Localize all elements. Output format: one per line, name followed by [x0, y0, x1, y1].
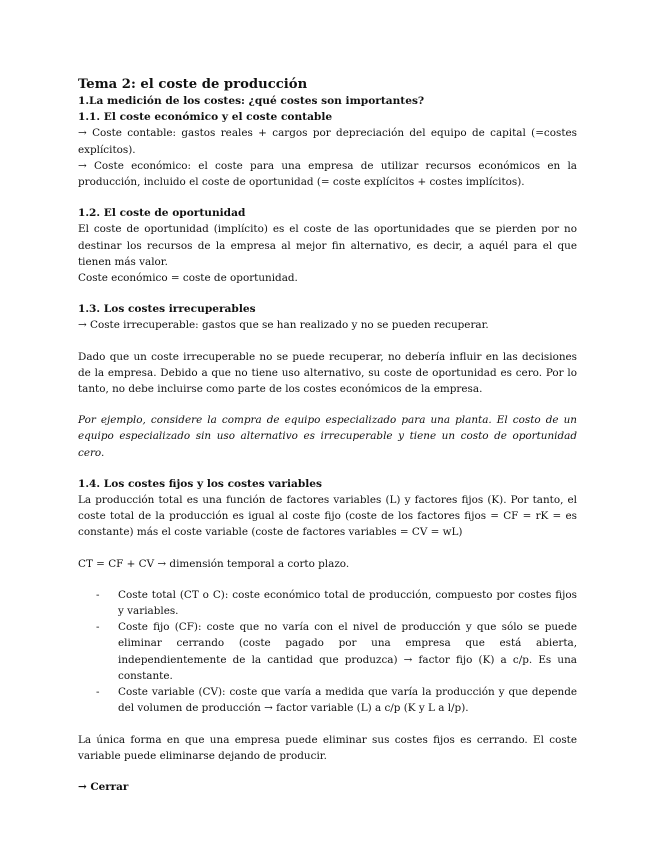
coste-oportunidad-equation: Coste económico = coste de oportunidad.: [78, 272, 298, 285]
produccion-total-paragraph: La producción total es una función de factores variables (L) y factores fijos (K). Por tanto, el coste total de la producción es igual al coste fijo (coste de los factores fijos = CF = rK = es constante) más el coste variable (coste de factores variables = CV = wL): [78, 494, 577, 539]
coste-economico-paragraph: → Coste económico: el coste para una empresa de utilizar recursos económicos en la producción, incluido el coste de oportunidad (= coste explícitos + costes implícitos).: [78, 159, 577, 189]
bullet-dash: -: [96, 588, 100, 601]
section-1-2-heading: 1.2. El coste de oportunidad: [78, 207, 246, 220]
section-1-heading: 1.La medición de los costes: ¿qué costes son importantes?: [78, 95, 425, 107]
coste-oportunidad-paragraph: El coste de oportunidad (implícito) es el coste de las oportunidades que se pierden por no destinar los recursos de la empresa al mejor fin alternativo, es decir, a aquél para el que tienen más valor.: [78, 223, 577, 268]
list-item-text: Coste total (CT o C): coste económico total de producción, compuesto por costes fijos y variables.: [118, 588, 577, 618]
list-item: [78, 684, 577, 716]
example-paragraph: Por ejemplo, considere la compra de equipo especializado para una planta. El costo de un equipo especializado sin uso alternativo es irrecuperable y tiene un costo de oportunidad cero.: [78, 414, 577, 459]
list-item: [78, 587, 577, 619]
cost-types-list: [78, 587, 577, 717]
section-1-1-heading: 1.1. El coste económico y el coste contable: [78, 111, 333, 124]
bullet-dash: -: [96, 621, 100, 634]
document-title: Tema 2: el coste de producción: [78, 77, 308, 92]
section-1-3-heading: 1.3. Los costes irrecuperables: [78, 303, 256, 316]
list-item: [78, 619, 577, 684]
section-1-4-heading: 1.4. Los costes fijos y los costes variables: [78, 477, 322, 490]
coste-irrecuperable-paragraph: Dado que un coste irrecuperable no se puede recuperar, no debería influir en las decisiones de la empresa. Debido a que no tiene uso alternativo, su coste de oportunidad es cero. Por lo tanto, no debe incluirse como parte de los costes económicos de la empresa.: [78, 350, 577, 396]
fixed-cost-elimination-paragraph: La única forma en que una empresa puede eliminar sus costes fijos es cerrando. El coste variable puede eliminarse dejando de producir.: [78, 733, 577, 762]
list-item-text: Coste variable (CV): coste que varía a medida que varía la producción y que depende del volumen de producción → factor variable (L) a c/p (K y L a l/p).: [118, 686, 577, 715]
coste-contable-paragraph: → Coste contable: gastos reales + cargos por depreciación del equipo de capital (=costes explícitos).: [78, 127, 577, 156]
cost-formula: CT = CF + CV → dimensión temporal a corto plazo.: [78, 557, 350, 570]
bullet-dash: -: [96, 686, 100, 699]
closing-arrow-text: → Cerrar: [78, 780, 129, 793]
coste-irrecuperable-definition: → Coste irrecuperable: gastos que se han realizado y no se pueden recuperar.: [78, 319, 489, 332]
list-item-text: Coste fijo (CF): coste que no varía con el nivel de producción y que sólo se puede eliminar cerrando (coste pagado por una empresa que está abierta, independientemente de la cantidad que produzca) → factor fijo (K) a c/p. Es una constante.: [118, 621, 577, 682]
